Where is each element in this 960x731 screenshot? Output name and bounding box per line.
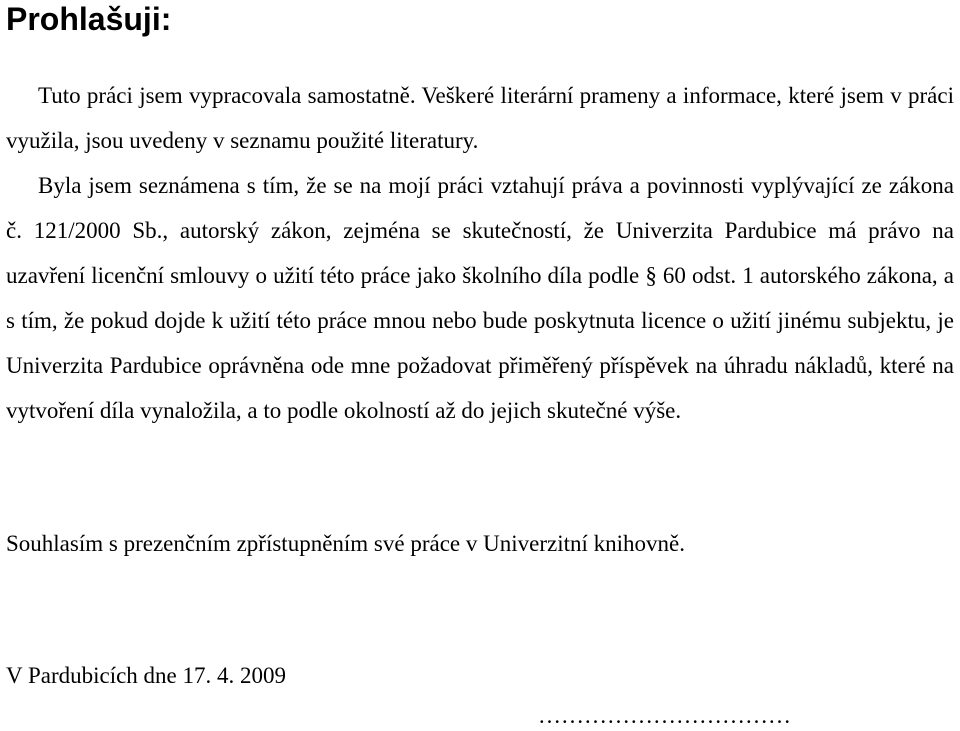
paragraph-authorship-statement: Tuto práci jsem vypracovala samostatně. Veškeré literární prameny a informace, které jsem v práci využila, jsou uvedeny v seznamu použité literatury. <box>6 83 954 153</box>
signature-line: …………………………… <box>538 703 791 728</box>
paragraph-copyright-statement: Byla jsem seznámena s tím, že se na mojí práci vztahují práva a povinnosti vyplývající ze zákona č. 121/2000 Sb., autorský zákon, zejména se skutečností, že Univerzita Pardubice má právo na uzavření licenční smlouvy o užití této práce jako školního díla podle § 60 odst. 1 autorského zákona, a s tím, že pokud dojde k užití této práce mnou nebo bude poskytnuta licence o užití jinému subjektu, je Univerzita Pardubice oprávněna ode mne požadovat přiměřený příspěvek na úhradu nákladů, které na vytvoření díla vynaložila, a to podle okolností až do jejich skutečné výše. <box>6 173 954 423</box>
page-title: Prohlašuji: <box>6 1 172 37</box>
paragraph-library-consent: Souhlasím s prezenčním zpřístupněním své práce v Univerzitní knihovně. <box>6 531 685 556</box>
place-and-date: V Pardubicích dne 17. 4. 2009 <box>6 663 287 688</box>
